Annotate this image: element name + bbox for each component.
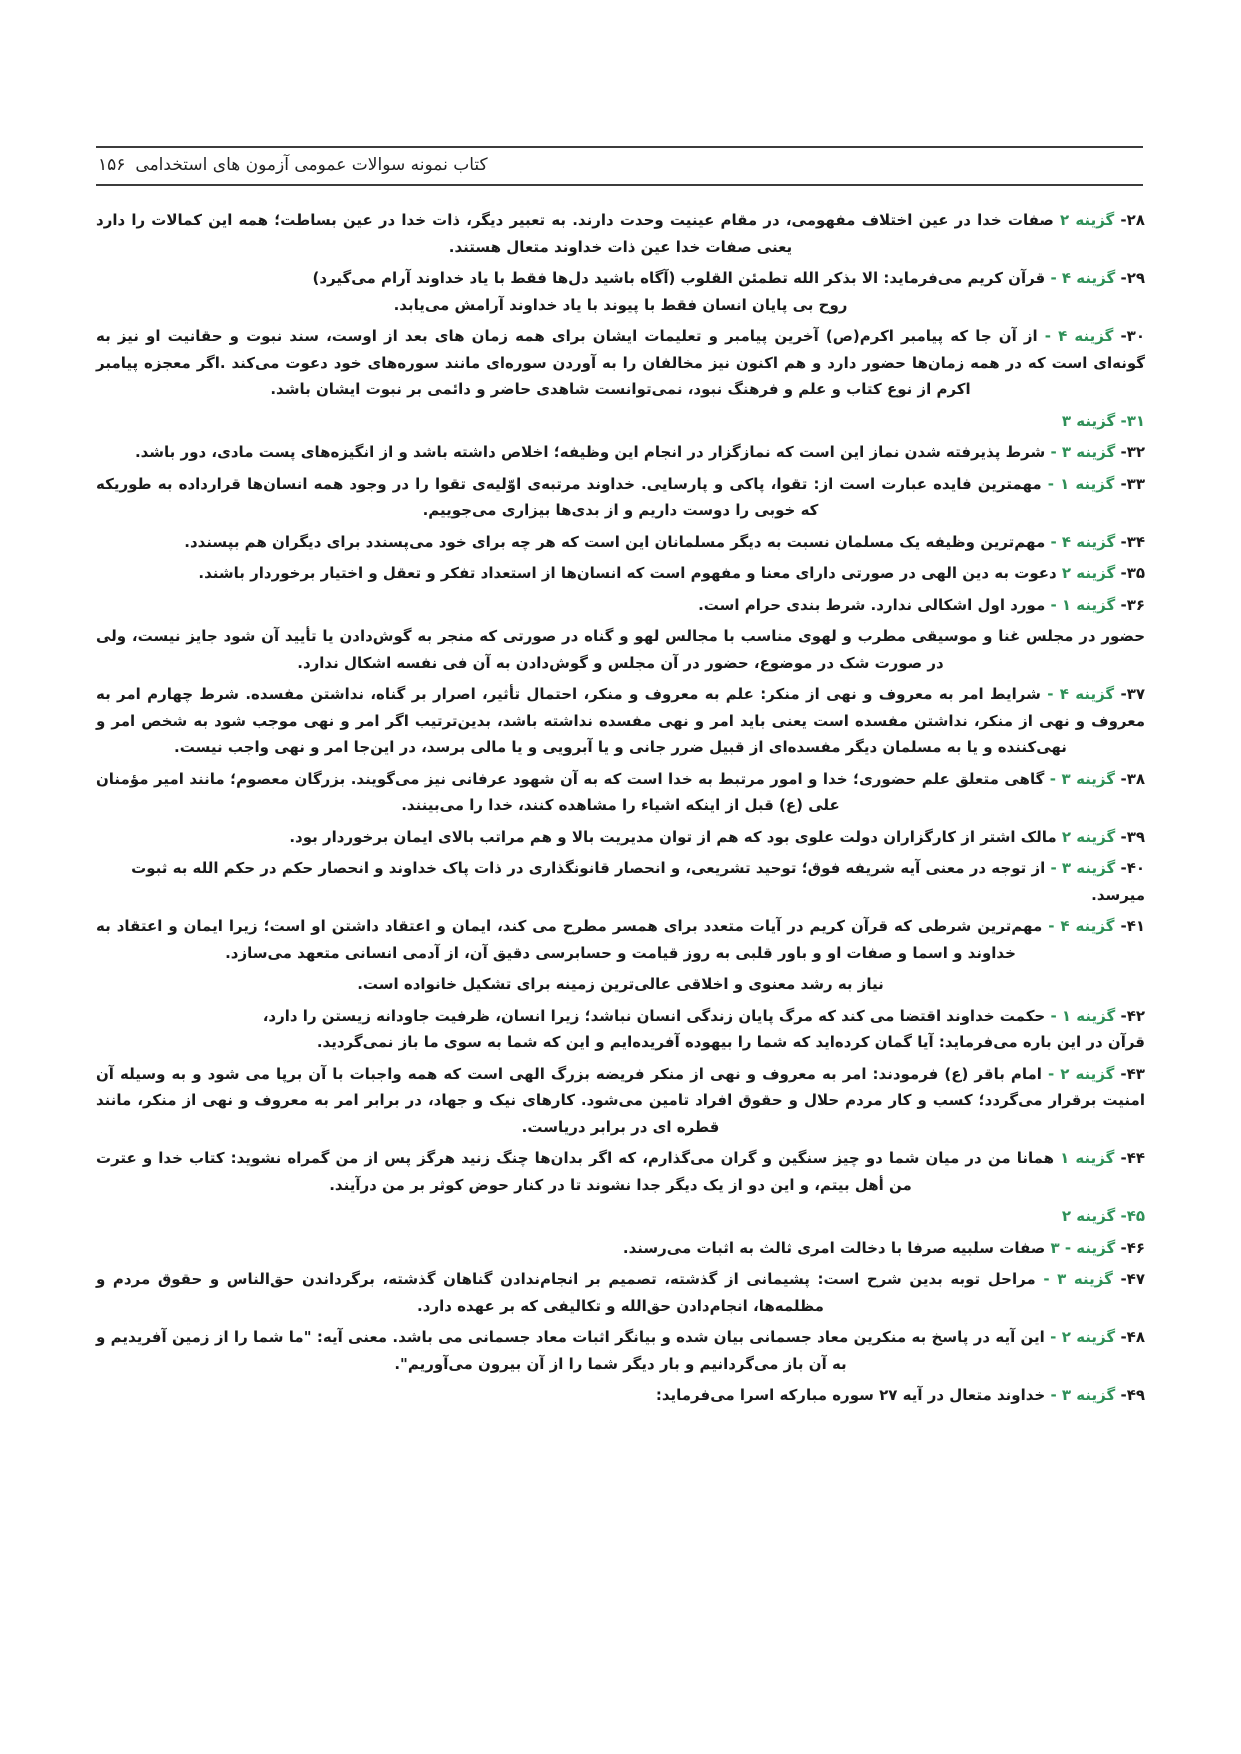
item-line: ۴۶- گزینه - ۳ صفات سلبیه صرفا با دخالت امری ثالث به اثبات می‌رسند.: [622, 1238, 1145, 1257]
item-number: ۴۹-: [1120, 1386, 1145, 1404]
item-number: ۳۷-: [1120, 685, 1145, 703]
answer-item: [96, 681, 1145, 761]
item-line: قرآن در این باره می‌فرماید: آیا گمان کرده‌اید که شما را بیهوده آفریده‌ایم و این که شما به سوی ما باز نمی‌گردید.: [316, 1033, 1145, 1051]
answer-item: [96, 1003, 1145, 1056]
item-number: ۳۹-: [1120, 827, 1145, 846]
answer-item: [96, 1061, 1145, 1141]
answer-item: [96, 592, 1145, 619]
item-line: ۴۲- گزینه ۱ - حکمت خداوند اقتضا می کند که مرگ پایان زندگی انسان نباشد؛ زیرا انسان، ظرفیت جاودانه زیستن را دارد،: [262, 1006, 1145, 1025]
answer-item: [96, 529, 1145, 556]
option-label: گزینه ۳ -: [1050, 443, 1116, 461]
item-line: ۴۹- گزینه ۳ - خداوند متعال در آیه ۲۷ سوره مبارکه اسرا می‌فرماید:: [655, 1386, 1145, 1404]
option-label: گزینه ۲: [1061, 827, 1116, 846]
option-label: گزینه ۲: [1061, 1207, 1116, 1225]
answer-item: [96, 1382, 1145, 1409]
answer-item: [96, 207, 1145, 260]
item-line: ۴۳- گزینه ۲ - امام باقر (ع) فرمودند: امر به معروف و نهی از منکر فریضه بزرگ الهی است که همه واجبات با آن برپا می شود و به وسیله آن امنیت برقرار می‌گردد؛ کسب و کار مردم حلال و حقوق افراد تامین می‌شود. کارهای نیک و جهاد، در برابر امر به معروف و نهی از منکر، مانند قطره ای در برابر دریاست.: [96, 1064, 1145, 1136]
item-line: ۳۵- گزینه ۲ دعوت به دین الهی در صورتی دارای معنا و مفهوم است که انسان‌ها از استعداد تفکر و تعقل و اختیار برخوردار باشند.: [198, 564, 1145, 582]
item-line: ۲۹- گزینه ۴ - قرآن کریم می‌فرماید: الا بذکر الله تطمئن القلوب (آگاه باشید دل‌ها فقط با یاد خداوند آرام می‌گیرد): [312, 269, 1145, 287]
answer-item: [96, 1324, 1145, 1377]
option-label: گزینه ۱ -: [1050, 1006, 1116, 1025]
answer-item: [96, 471, 1145, 524]
answers-list: [96, 207, 1145, 1409]
item-line: ۴۰- گزینه ۳ - از توجه در معنی آیه شریفه فوق؛ توحید تشریعی، و انحصار قانونگذاری در ذات پاک خداوند و انحصار حکم در حکم الله به ثبوت میرسد.: [131, 859, 1145, 904]
answer-item: [96, 913, 1145, 966]
answer-item: [96, 265, 1145, 318]
item-number: ۴۷-: [1120, 1270, 1145, 1288]
item-number: ۳۴-: [1120, 532, 1145, 551]
item-line: ۳۲- گزینه ۳ - شرط پذیرفته شدن نماز این است که نمازگزار در انجام این وظیفه؛ اخلاص داشته باشد و از انگیزه‌های پست مادی، دور باشد.: [134, 443, 1145, 461]
option-label: گزینه ۴ -: [1050, 532, 1116, 551]
answer-item: [96, 560, 1145, 587]
option-label: گزینه ۳: [1061, 411, 1116, 430]
item-line: [96, 408, 1145, 435]
item-line: حضور در مجلس غنا و موسیقی مطرب و لهوی مناسب با مجالس لهو و گناه در صورتی که منجر به گوش‌دادن یا تأیید آن شود جایز نیست، ولی در صورت شک در موضوع، حضور در آن مجلس و گوش‌دادن به آن فی نفسه اشکال ندارد.: [96, 627, 1145, 672]
answer-item: [96, 1145, 1145, 1198]
option-label: گزینه ۴ -: [1044, 327, 1114, 345]
answer-item: [96, 971, 1145, 998]
answer-item: [96, 439, 1145, 466]
option-label: گزینه ۳ -: [1050, 859, 1116, 877]
item-number: ۳۲-: [1120, 443, 1145, 461]
item-number: ۳۱-: [1120, 411, 1145, 430]
item-line: ۳۹- گزینه ۲ مالک اشتر از کارگزاران دولت علوی بود که هم از توان مدیریت بالا و هم مراتب بالای ایمان برخوردار بود.: [289, 827, 1145, 846]
item-line: ۳۳- گزینه ۱ - مهمترین فایده عبارت است از: تقوا، پاکی و پارسایی. خداوند مرتبه‌ی اوّلیه‌ی تقوا را در وجود همه انسان‌ها قرارداده به طوریکه که خوبی را دوست داریم و از بدی‌ها بیزاری می‌جوییم.: [96, 474, 1145, 519]
item-line: ۳۴- گزینه ۴ - مهم‌ترین وظیفه یک مسلمان نسبت به دیگر مسلمانان این است که هر چه برای خود می‌پسندد برای دیگران هم بپسندد.: [184, 532, 1145, 551]
option-label: گزینه ۴ -: [1048, 917, 1115, 935]
item-number: ۴۲-: [1120, 1006, 1145, 1025]
option-label: گزینه ۱ -: [1047, 474, 1115, 493]
item-number: ۴۵-: [1120, 1207, 1145, 1225]
item-number: ۳۵-: [1120, 564, 1145, 582]
item-line: ۳۸- گزینه ۳ - گاهی متعلق علم حضوری؛ خدا و امور مرتبط به خدا است که به آن شهود عرفانی نیز می‌گویند. بزرگان معصوم؛ مانند امیر مؤمنان علی (ع) قبل از اینکه اشیاء را مشاهده کنند، خدا را می‌بینند.: [96, 769, 1145, 814]
item-number: ۴۳-: [1120, 1064, 1145, 1083]
answer-item: [96, 408, 1145, 435]
item-number: ۴۶-: [1120, 1238, 1145, 1257]
book-title: کتاب نمونه سوالات عمومی آزمون های استخدامی: [135, 155, 488, 175]
item-line: ۳۷- گزینه ۴ - شرایط امر به معروف و نهی از منکر: علم به معروف و منکر، احتمال تأثیر، اصرار بر گناه، نداشتن مفسده. شرط چهارم امر به معروف و نهی از منکر، نداشتن مفسده است یعنی باید امر و نهی مفسده نداشته باشد، بدین‌ترتیب اگر امر و نهی موجب شود به شخص امر و نهی‌کننده و یا به مسلمان دیگر مفسده‌ای از قبیل ضرر جانی و یا آبرویی و یا مالی برسد، در این‌جا امر و نهی واجب نیست.: [96, 685, 1145, 756]
option-label: گزینه ۳ -: [1050, 1386, 1116, 1404]
item-line: ۴۴- گزینه ۱ همانا من در میان شما دو چیز سنگین و گران می‌گذارم، که اگر بدان‌ها چنگ زنید هرگز پس از من گمراه نشوید: کتاب خدا و عترت من أهل بیتم، و این دو از یک دیگر جدا نشوند تا در کنار حوض کوثر بر من درآیند.: [96, 1149, 1145, 1194]
option-label: گزینه ۲ -: [1050, 1328, 1116, 1346]
item-number: ۴۰-: [1120, 859, 1145, 877]
option-label: گزینه ۳ -: [1049, 769, 1115, 788]
answer-item: [96, 623, 1145, 676]
item-line: ۳۶- گزینه ۱ - مورد اول اشکالی ندارد. شرط بندی حرام است.: [698, 595, 1145, 614]
option-label: گزینه ۳ -: [1043, 1270, 1113, 1288]
option-label: گزینه ۴ -: [1047, 685, 1115, 703]
item-number: ۳۰-: [1120, 327, 1145, 345]
answer-item: [96, 766, 1145, 819]
answer-item: [96, 1235, 1145, 1262]
item-number: ۳۳-: [1120, 474, 1145, 493]
page-header: [96, 146, 1143, 186]
item-line: ۴۷- گزینه ۳ - مراحل توبه بدین شرح است: پشیمانی از گذشته، تصمیم بر انجام‌ندادن گناهان گذشته، برگرداندن حق‌الناس و حقوق مردم و مظلمه‌ها، انجام‌دادن حق‌الله و تکالیفی که بر عهده دارد.: [96, 1270, 1145, 1315]
item-line: ۳۰- گزینه ۴ - از آن جا که پیامبر اکرم(ص) آخرین پیامبر و تعلیمات ایشان برای همه زمان های بعد از اوست، سند نبوت و حقانیت او نیز به گونه‌ای است که در همه زمان‌ها حضور دارد و هم اکنون نیز مخالفان را به آوردن سوره‌ای مانند سوره‌های خود دعوت می‌کند .اگر معجزه پیامبر اکرم از نوع کتاب و علم و فرهنگ نبود، نمی‌توانست شاهدی حاضر و دائمی بر نبوت ایشان باشد.: [96, 327, 1145, 398]
item-number: ۳۸-: [1120, 769, 1145, 788]
option-label: گزینه ۱: [1060, 1149, 1115, 1167]
answer-item: [96, 323, 1145, 403]
item-number: ۴۸-: [1120, 1328, 1145, 1346]
option-label: گزینه - ۳: [1050, 1238, 1116, 1257]
option-label: گزینه ۲ -: [1047, 1064, 1115, 1083]
option-label: گزینه ۴ -: [1050, 269, 1116, 287]
item-line: ۲۸- گزینه ۲ صفات خدا در عین اختلاف مفهومی، در مقام عینیت وحدت دارند. به تعبیر دیگر، ذات خدا در عین بساطت؛ همه این کمالات را دارد یعنی صفات خدا عین ذات خداوند متعال هستند.: [96, 211, 1145, 256]
page-number: ۱۵۶: [98, 155, 126, 175]
item-number: ۲۸-: [1120, 211, 1145, 229]
item-line: [96, 1203, 1145, 1230]
item-number: ۴۱-: [1120, 917, 1145, 935]
item-line: روح بی پایان انسان فقط با پیوند با یاد خداوند آرامش می‌یابد.: [393, 295, 848, 314]
item-number: ۴۴-: [1120, 1149, 1145, 1167]
answer-item: [96, 1203, 1145, 1230]
item-line: ۴۱- گزینه ۴ - مهم‌ترین شرطی که قرآن کریم در آیات متعدد برای همسر مطرح می کند، ایمان و اعتقاد داشتن او است؛ زیرا ایمان و اعتقاد به خداوند و اسما و صفات او و باور قلبی به روز قیامت و حسابرسی دقیق آن، از آدمی انسانی متعهد می‌سازد.: [96, 917, 1145, 962]
answer-item: [96, 855, 1145, 908]
item-line: نیاز به رشد معنوی و اخلاقی عالی‌ترین زمینه برای تشکیل خانواده است.: [357, 975, 884, 993]
answer-item: [96, 1266, 1145, 1319]
item-number: ۳۶-: [1120, 595, 1145, 614]
item-line: ۴۸- گزینه ۲ - این آیه در پاسخ به منکرین معاد جسمانی بیان شده و بیانگر اثبات معاد جسمانی می باشد. معنی آیه: "ما شما را از زمین آفریدیم و به آن باز می‌گردانیم و بار دیگر شما را از آن بیرون می‌آوریم".: [96, 1328, 1145, 1373]
item-number: ۲۹-: [1120, 269, 1145, 287]
option-label: گزینه ۲: [1060, 211, 1115, 229]
option-label: گزینه ۲: [1061, 564, 1116, 582]
option-label: گزینه ۱ -: [1050, 595, 1116, 614]
answer-item: [96, 824, 1145, 851]
